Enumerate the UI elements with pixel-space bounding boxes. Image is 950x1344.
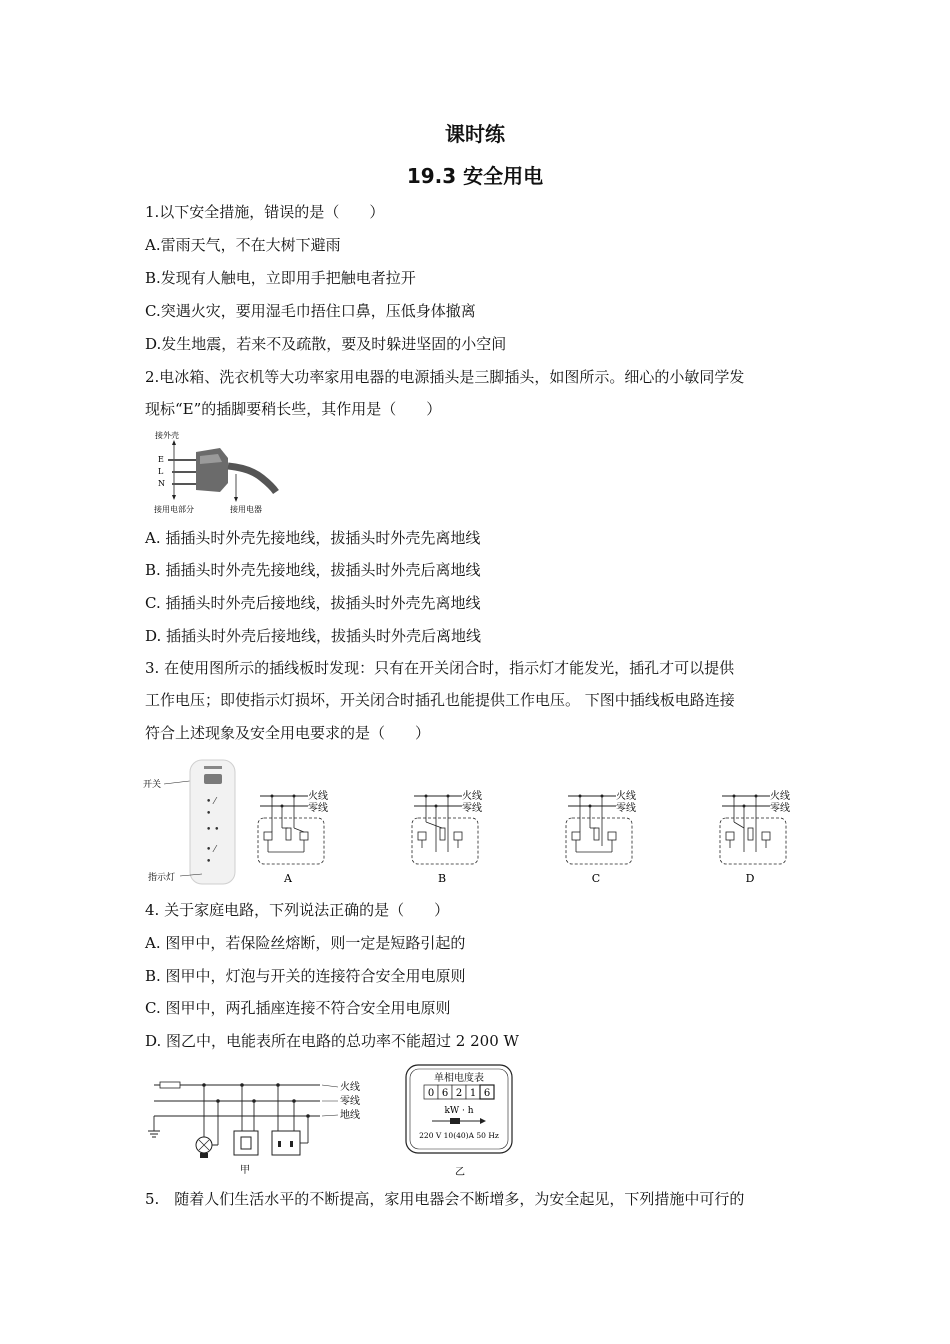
live-label: 火线	[308, 791, 328, 802]
q2-stem-line1: 2.电冰箱、洗衣机等大功率家用电器的电源插头是三脚插头，如图所示。细心的小敏同学发	[145, 368, 745, 386]
q4-option-a: A. 图甲中，若保险丝熔断，则一定是短路引起的	[145, 934, 466, 952]
circuit-option-d	[720, 789, 790, 885]
fig-b-label: 乙	[455, 1167, 465, 1178]
q5-stem-line1: 5. 随着人们生活水平的不断提高，家用电器会不断增多，为安全起见，下列措施中可行的	[145, 1190, 745, 1208]
meter-spec: 220 V 10(40)A 50 Hz	[419, 1131, 499, 1140]
pin-n-label: N	[158, 479, 165, 488]
lamp-label: 指示灯	[148, 873, 176, 883]
q3-stem-line3: 符合上述现象及安全用电要求的是（ ）	[145, 724, 431, 742]
svg-text:•: •	[206, 857, 212, 867]
q2-option-c: C. 插插头时外壳后接地线，拔插头时外壳先离地线	[145, 594, 481, 612]
ground-label: 地线	[340, 1110, 360, 1121]
q1-option-a: A.雷雨天气，不在大树下避雨	[145, 236, 341, 254]
pin-e-label: E	[158, 455, 164, 464]
switch-label: 开关	[143, 780, 162, 790]
q1-option-b: B.发现有人触电，立即用手把触电者拉开	[145, 269, 416, 287]
circuit-label-a: A	[284, 872, 292, 885]
q1-option-d: D.发生地震，若来不及疏散，要及时躲进坚固的小空间	[145, 335, 507, 353]
meter-digit-3: 2	[455, 1088, 463, 1099]
energy-meter-figure	[404, 1063, 516, 1183]
two-hole-socket	[272, 1131, 300, 1155]
q4-option-c: C. 图甲中，两孔插座连接不符合安全用电原则	[145, 999, 451, 1017]
plug-label-bottom-right: 接用电器	[230, 505, 262, 514]
meter-title: 单相电度表	[434, 1073, 484, 1084]
meter-unit: kW · h	[444, 1106, 474, 1116]
circuit-label-c: C	[591, 872, 601, 885]
plug-figure	[150, 428, 280, 518]
home-circuit-figure	[142, 1073, 382, 1183]
fuse	[160, 1082, 180, 1088]
svg-text:• ⁄: • ⁄	[206, 845, 216, 855]
q2-stem-line2: 现标“E”的插脚要稍长些，其作用是（ ）	[145, 400, 442, 418]
meter-digit-2: 6	[441, 1088, 449, 1099]
live-label: 火线	[770, 791, 790, 802]
plug-label-bottom-left: 接用电部分	[154, 505, 194, 514]
q1-option-c: C.突遇火灾，要用湿毛巾捂住口鼻，压低身体撤离	[145, 302, 476, 320]
q2-option-d: D. 插插头时外壳后接地线，拔插头时外壳后离地线	[145, 627, 482, 645]
page-title: 课时练	[445, 122, 505, 146]
strip-switch	[204, 774, 222, 784]
circuit-option-a	[258, 789, 328, 885]
neutral-label: 零线	[616, 803, 636, 814]
q2-option-b: B. 插插头时外壳先接地线，拔插头时外壳后离地线	[145, 561, 481, 579]
q2-option-a: A. 插插头时外壳先接地线，拔插头时外壳先离地线	[145, 529, 481, 547]
plug-body	[196, 448, 228, 492]
neutral-label: 零线	[462, 803, 482, 814]
power-strip-figure	[140, 756, 820, 888]
live-label: 火线	[616, 791, 636, 802]
meter-digit-1: 0	[427, 1088, 435, 1099]
q4-option-b: B. 图甲中，灯泡与开关的连接符合安全用电原则	[145, 967, 466, 985]
fig-a-label: 甲	[240, 1165, 250, 1176]
section-title: 19.3 安全用电	[406, 164, 544, 188]
circuit-label-b: B	[437, 872, 447, 885]
neutral-label: 零线	[770, 803, 790, 814]
svg-text:• •: • •	[206, 825, 220, 835]
live-label: 火线	[340, 1082, 360, 1093]
neutral-label: 零线	[340, 1096, 360, 1107]
meter-digit-5: 6	[483, 1088, 491, 1099]
q3-stem-line2: 工作电压；即使指示灯损坏，开关闭合时插孔也能提供工作电压。 下图中插线板电路连接	[145, 691, 735, 709]
q1-stem: 1.以下安全措施，错误的是（ ）	[145, 203, 385, 221]
live-label: 火线	[462, 791, 482, 802]
circuit-option-c	[566, 789, 636, 885]
meter-digit-4: 1	[469, 1088, 477, 1099]
plug-label-top: 接外壳	[155, 431, 179, 440]
svg-text:• ⁄: • ⁄	[206, 797, 216, 807]
q4-stem: 4. 关于家庭电路，下列说法正确的是（ ）	[145, 901, 450, 919]
circuit-label-d: D	[745, 872, 755, 885]
neutral-label: 零线	[308, 803, 328, 814]
circuit-option-b	[412, 789, 482, 885]
q3-stem-line1: 3. 在使用图所示的插线板时发现：只有在开关闭合时，指示灯才能发光，插孔才可以提供	[145, 659, 735, 677]
pin-l-label: L	[158, 467, 164, 476]
svg-text:•: •	[206, 809, 212, 819]
q4-option-d: D. 图乙中，电能表所在电路的总功率不能超过 2 200 W	[145, 1032, 519, 1050]
plug-cable	[228, 466, 276, 492]
